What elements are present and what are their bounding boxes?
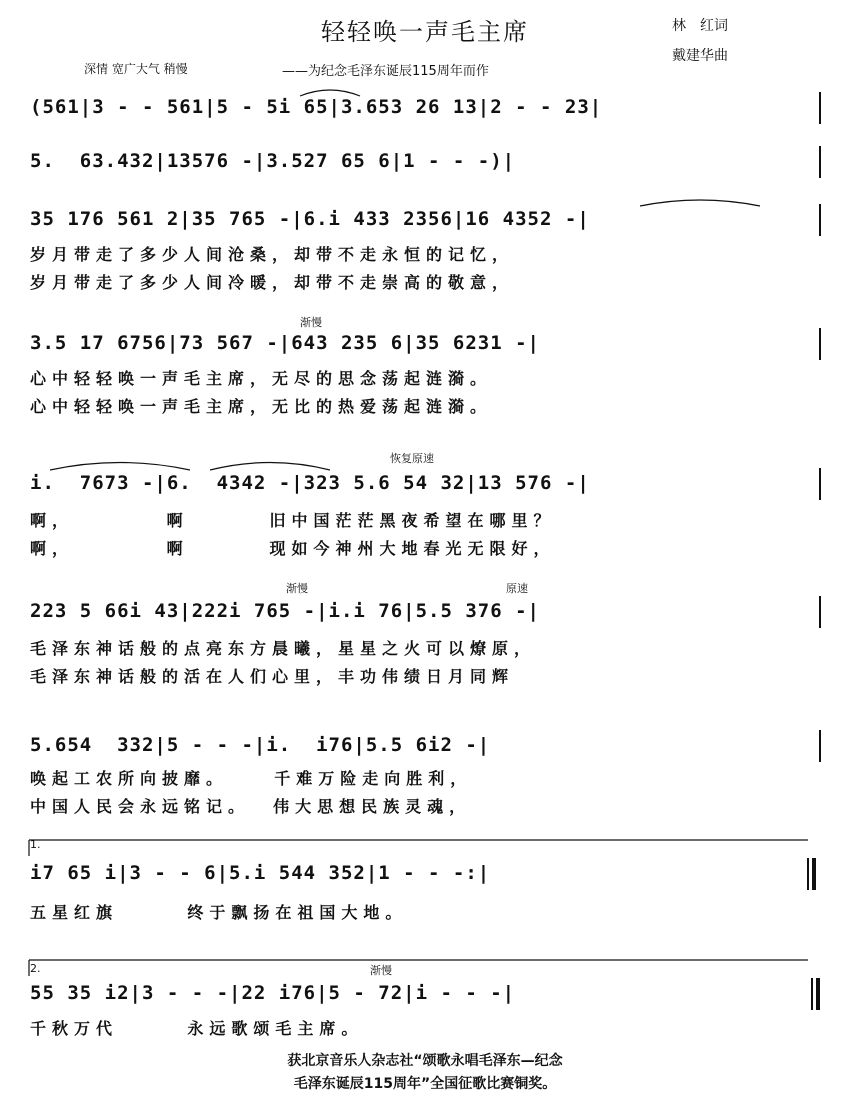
volta-1-label: 1.: [30, 838, 41, 851]
jianpu-notes: 35 176 561 2|35 765 -|6.i 433 2356|16 4352 -|: [30, 208, 590, 230]
lyric-verse-2: 啊， 啊 现如今神州大地春光无限好，: [30, 539, 556, 558]
jianpu-notes: 55 35 i2|3 - - -|22 i76|5 - 72|i - - -|: [30, 982, 516, 1004]
tempo-marking: 渐慢: [286, 582, 308, 595]
jianpu-notes: (561|3 - - 561|5 - 5i 65|3.653 26 13|2 - - 23|: [30, 96, 603, 118]
lyric-verse-2: 岁月带走了多少人间冷暖，却带不走崇高的敬意，: [30, 273, 515, 292]
composer-credit: 戴建华曲: [672, 48, 728, 64]
jianpu-notes: 3.5 17 6756|73 567 -|643 235 6|35 6231 -|: [30, 332, 540, 354]
lyric-verse-1: 千秋万代 永远歌颂毛主席。: [30, 1019, 364, 1038]
jianpu-notes: 5. 63.432|13576 -|3.527 65 6|1 - - -)|: [30, 150, 516, 172]
jianpu-notes: i7 65 i|3 - - 6|5.i 544 352|1 - - -:|: [30, 862, 491, 884]
award-line: 获北京音乐人杂志社“颂歌永唱毛泽东—纪念: [287, 1053, 563, 1069]
tempo-marking: 渐慢: [300, 316, 322, 329]
jianpu-notes: 5.654 332|5 - - -|i. i76|5.5 6i2 -|: [30, 734, 491, 756]
tempo-marking: 渐慢: [370, 964, 392, 977]
tempo-marking: 恢复原速: [390, 452, 434, 465]
lyric-verse-1: 心中轻轻唤一声毛主席，无尽的思念荡起涟漪。: [30, 369, 493, 388]
lyric-verse-2: 心中轻轻唤一声毛主席，无比的热爱荡起涟漪。: [30, 397, 493, 416]
slur: [640, 200, 760, 206]
jianpu-notes: i. 7673 -|6. 4342 -|323 5.6 54 32|13 576 -|: [30, 472, 590, 494]
volta-2-label: 2.: [30, 962, 41, 975]
song-title: 轻轻唤一声毛主席: [321, 18, 529, 46]
slur: [50, 463, 190, 471]
dedication-subtitle: ——为纪念毛泽东诞辰115周年而作: [282, 64, 489, 79]
jianpu-notes: 223 5 66i 43|222i 765 -|i.i 76|5.5 376 -|: [30, 600, 540, 622]
award-line: 毛泽东诞辰115周年”全国征歌比赛铜奖。: [293, 1076, 557, 1092]
expression-marking: 深情 宽广大气 稍慢: [84, 62, 188, 76]
lyric-verse-1: 五星红旗 终于飘扬在祖国大地。: [30, 903, 408, 922]
lyric-verse-1: 啊， 啊 旧中国茫茫黑夜希望在哪里？: [30, 511, 556, 530]
slur: [210, 463, 330, 471]
lyric-verse-2: 毛泽东神话般的活在人们心里，丰功伟绩日月同辉: [30, 667, 515, 686]
lyric-verse-1: 毛泽东神话般的点亮东方晨曦，星星之火可以燎原，: [30, 639, 537, 658]
lyric-verse-1: 岁月带走了多少人间沧桑，却带不走永恒的记忆，: [30, 245, 515, 264]
lyricist-credit: 林 红词: [672, 18, 728, 34]
award-note: [0, 1050, 850, 1096]
tempo-marking: 原速: [506, 582, 528, 595]
lyric-verse-2: 中国人民会永远铭记。 伟大思想民族灵魂，: [30, 797, 472, 816]
lyric-verse-1: 唤起工农所向披靡。 千难万险走向胜利，: [30, 769, 473, 788]
